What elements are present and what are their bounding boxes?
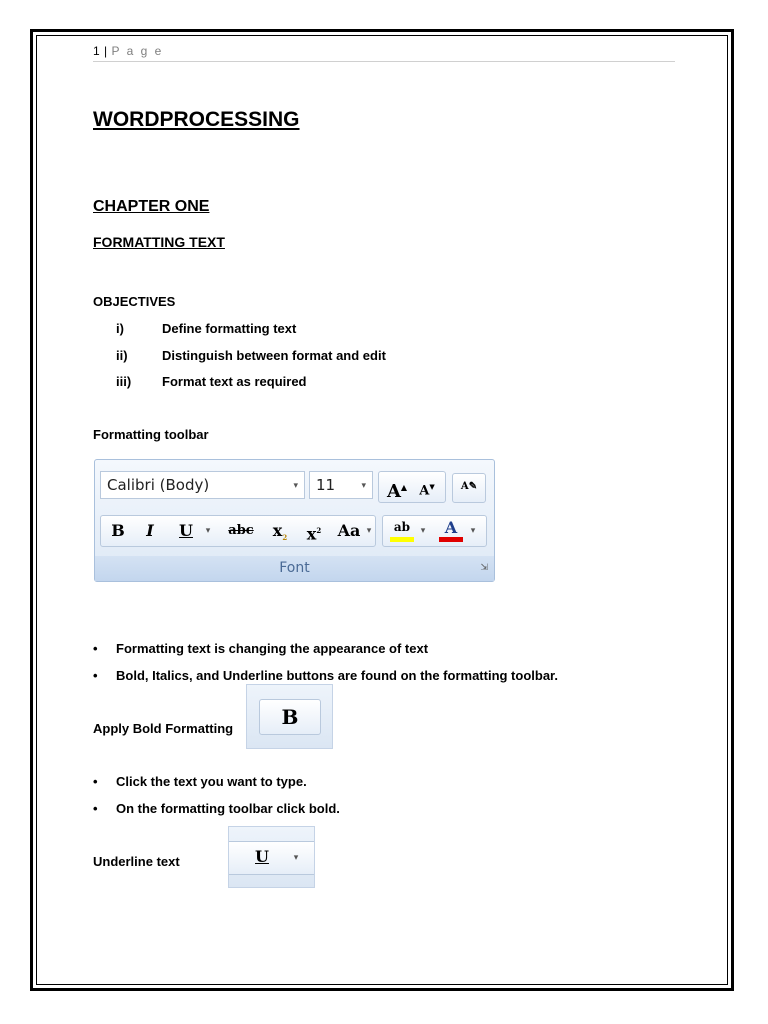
objectives-heading: OBJECTIVES bbox=[93, 294, 176, 309]
font-style-group bbox=[100, 515, 376, 547]
strikethrough-button[interactable]: abc bbox=[228, 523, 254, 538]
chevron-down-icon: ▾ bbox=[361, 481, 366, 491]
change-case-button[interactable]: Aa bbox=[337, 521, 361, 540]
page-label: P a g e bbox=[111, 44, 164, 58]
bullet-text: Formatting text is changing the appearance of text bbox=[116, 641, 429, 656]
font-name-combo[interactable] bbox=[100, 471, 305, 499]
eraser-icon: A✎ bbox=[460, 481, 478, 492]
objective-text: Define formatting text bbox=[162, 321, 297, 336]
shrink-font-button[interactable]: A▼ bbox=[419, 482, 435, 499]
chevron-down-icon: ▾ bbox=[293, 481, 298, 491]
bold-caption: Apply Bold Formatting bbox=[93, 721, 234, 736]
page-separator: | bbox=[104, 44, 108, 58]
grow-font-button[interactable]: A▲ bbox=[386, 481, 408, 502]
chevron-down-icon[interactable]: ▾ bbox=[420, 526, 426, 536]
font-group-label: Font ⇲ bbox=[95, 556, 494, 581]
font-color-button[interactable]: A bbox=[437, 516, 465, 546]
underline-icon: U bbox=[255, 847, 269, 866]
objective-number: ii) bbox=[116, 348, 128, 363]
page-number: 1 bbox=[93, 44, 101, 58]
chevron-down-icon[interactable]: ▾ bbox=[205, 526, 211, 536]
underline-button[interactable]: U bbox=[179, 521, 193, 540]
chapter-heading: CHAPTER ONE bbox=[93, 198, 210, 215]
clear-formatting-button[interactable] bbox=[452, 473, 486, 503]
chevron-down-icon[interactable]: ▾ bbox=[366, 526, 372, 536]
objective-text: Distinguish between format and edit bbox=[162, 348, 386, 363]
italic-button[interactable]: I bbox=[146, 521, 154, 540]
bullet-icon: • bbox=[93, 801, 98, 816]
bullet-text: Bold, Italics, and Underline buttons are found on the formatting toolbar. bbox=[116, 668, 559, 683]
dialog-launcher-icon[interactable]: ⇲ bbox=[480, 563, 488, 573]
bold-button-image bbox=[246, 684, 333, 749]
color-group bbox=[382, 515, 487, 547]
subscript-button[interactable]: $x_2$ bbox=[272, 521, 288, 543]
chevron-down-icon: ▾ bbox=[293, 852, 299, 862]
bold-icon: B bbox=[259, 699, 321, 735]
bullet-icon: • bbox=[93, 641, 98, 656]
font-size-value: 11 bbox=[316, 476, 336, 494]
bold-button[interactable]: B bbox=[111, 521, 125, 540]
font-toolbar-image bbox=[94, 459, 495, 582]
document-title: WORDPROCESSING bbox=[93, 108, 300, 131]
chevron-down-icon[interactable]: ▾ bbox=[470, 526, 476, 536]
bullet-text: Click the text you want to type. bbox=[116, 774, 307, 789]
bullet-text: On the formatting toolbar click bold. bbox=[116, 801, 340, 816]
underline-button-image bbox=[228, 826, 315, 888]
objective-text: Format text as required bbox=[162, 374, 307, 389]
section-heading: FORMATTING TEXT bbox=[93, 234, 225, 250]
header-divider bbox=[93, 61, 675, 62]
font-name-value: Calibri (Body) bbox=[107, 476, 210, 494]
font-size-combo[interactable] bbox=[309, 471, 373, 499]
objective-number: i) bbox=[116, 321, 124, 336]
objective-number: iii) bbox=[116, 374, 132, 389]
font-grow-shrink-group bbox=[378, 471, 446, 503]
underline-caption: Underline text bbox=[93, 854, 180, 869]
bullet-icon: • bbox=[93, 668, 98, 683]
toolbar-caption: Formatting toolbar bbox=[93, 427, 209, 442]
highlight-button[interactable]: ab bbox=[387, 516, 417, 546]
superscript-button[interactable]: $x^2$ bbox=[306, 524, 322, 544]
bullet-icon: • bbox=[93, 774, 98, 789]
page-header bbox=[93, 44, 163, 58]
